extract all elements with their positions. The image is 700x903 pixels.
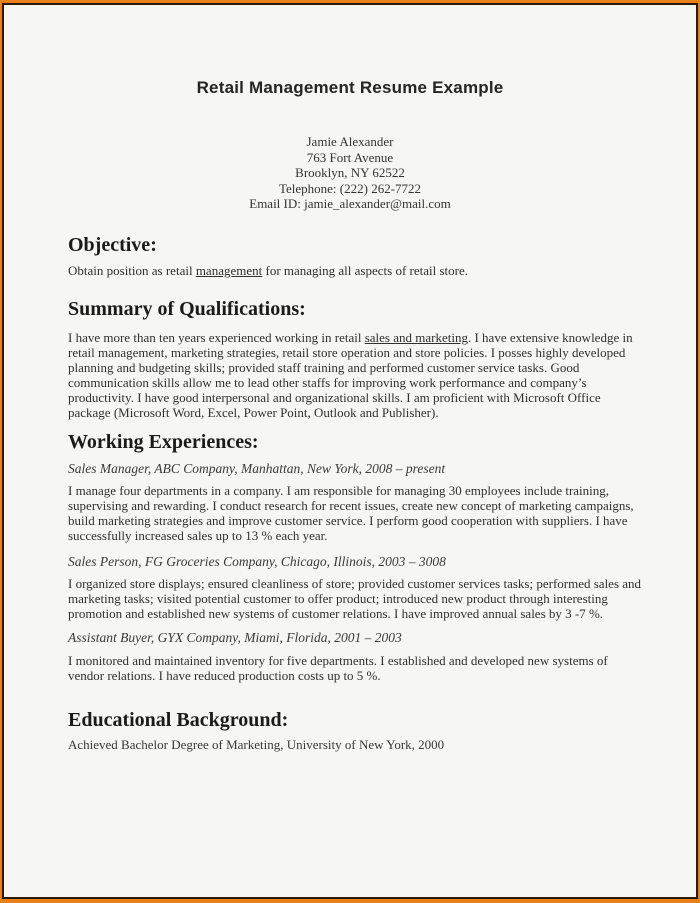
education-paragraph: Achieved Bachelor Degree of Marketing, University of New York, 2000 [68,736,445,752]
job-title: Assistant Buyer, GYX Company, Miami, Florida, 2001 – 2003 [68,629,402,645]
contact-email: Email ID: jamie_alexander@mail.com [249,196,451,211]
objective-text-after: for managing all aspects of retail store. [262,262,468,278]
experience-heading: Working Experiences: [68,430,259,453]
objective-heading: Objective: [68,233,157,256]
document-header [4,78,696,212]
page-title: Retail Management Resume Example [196,78,504,97]
education-heading: Educational Background: [68,708,289,731]
contact-name: Jamie Alexander [306,134,394,149]
contact-block [4,134,696,212]
job-title: Sales Manager, ABC Company, Manhattan, New York, 2008 – present [68,460,446,476]
job-description: I manage four departments in a company. I am responsible for managing 30 employees include training, supervising and rewarding. I conduct research for recent issues, create new concept of marketing campaigns, build marketing strategies and improve customer service. I perform good cooperation with suppliers. I have successfully increased sales up to 13 % each year. [68,482,634,543]
contact-address-line2: Brooklyn, NY 62522 [295,165,405,180]
objective-underlined-text: management [195,262,263,278]
summary-heading: Summary of Qualifications: [68,297,306,320]
objective-paragraph [68,263,645,278]
contact-address-line1: 763 Fort Avenue [306,149,394,165]
summary-text-before: I have more than ten years experienced working in retail [68,329,365,345]
summary-text-after: . I have extensive knowledge in retail management, marketing strategies, retail store operation and store policies. I posses highly developed planning and budgeting skills; provided staff training and performed customer service tasks. Good communication skills allow me to lead other staffs for improving work performance and company’s productivity. I have good interpersonal and organizational skills. I am proficient with Microsoft Office package (Microsoft Word, Excel, Power Point, Outlook and Publisher). [68,329,633,420]
job-description: I organized store displays; ensured cleanliness of store; provided customer services tasks; performed sales and marketing tasks; visited potential customer to offer product; introduced new product through interesting promotion and established new systems of customer relations. I have improved annual sales by 3 -7 %. [68,575,642,621]
job-title: Sales Person, FG Groceries Company, Chicago, Illinois, 2003 – 3008 [68,553,446,569]
resume-document [68,5,645,752]
job-description: I monitored and maintained inventory for five departments. I established and developed new systems of vendor relations. I have reduced production costs up to 5 %. [68,652,608,683]
objective-text-before: Obtain position as retail [68,262,196,278]
resume-page [2,3,698,899]
summary-paragraph [68,330,645,420]
contact-telephone: Telephone: (222) 262-7722 [278,180,422,196]
summary-underlined-text: sales and marketing [364,329,468,345]
